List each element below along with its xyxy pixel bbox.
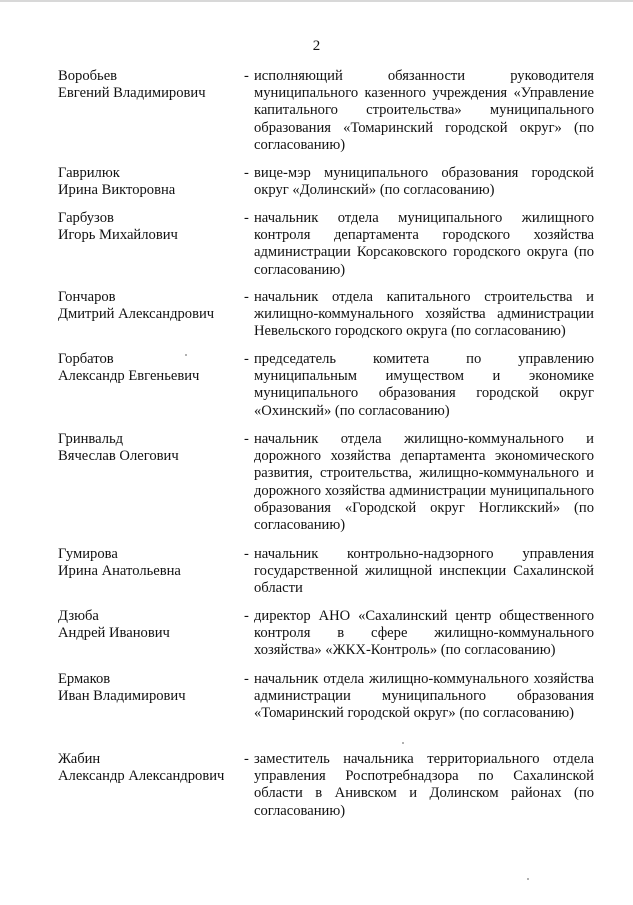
member-given-names: Дмитрий Александрович — [58, 306, 215, 323]
member-name — [58, 165, 243, 199]
member-position: исполняющий обязанности руководителя муниципального казенного учреждения «Управление капитального строительства» муниципального образования «Томаринский городской округ» (по согласованию) — [254, 68, 594, 153]
separator-dash: - — [244, 546, 249, 562]
scan-speck — [402, 742, 404, 744]
member-given-names: Игорь Михайлович — [58, 227, 178, 244]
separator-dash: - — [244, 210, 249, 226]
member-name — [58, 210, 243, 244]
member-surname: Ермаков — [58, 671, 111, 687]
separator-dash: - — [244, 289, 249, 305]
member-given-names: Вячеслав Олегович — [58, 448, 179, 465]
member-given-names: Иван Владимирович — [58, 688, 186, 705]
member-position: начальник отдела жилищно-коммунального хозяйства администрации муниципального образования «Томаринский городской округ» (по согласованию) — [254, 671, 594, 722]
separator-dash: - — [244, 68, 249, 84]
member-given-names: Евгений Владимирович — [58, 85, 206, 102]
scan-speck — [185, 354, 187, 356]
member-name — [58, 608, 243, 642]
member-position: директор АНО «Сахалинский центр общественного контроля в сфере жилищно-коммунального хозяйства» «ЖКХ-Контроль» (по согласованию) — [254, 608, 594, 659]
member-name — [58, 289, 243, 323]
separator-dash: - — [244, 431, 249, 447]
member-name — [58, 351, 243, 385]
member-name — [58, 68, 243, 102]
member-surname: Гаврилюк — [58, 165, 120, 181]
member-surname: Гончаров — [58, 289, 116, 305]
member-name — [58, 751, 243, 785]
member-surname: Дзюба — [58, 608, 99, 624]
separator-dash: - — [244, 351, 249, 367]
member-position: вице-мэр муниципального образования городской округ «Долинский» (по согласованию) — [254, 165, 594, 199]
page-number: 2 — [312, 38, 321, 54]
member-surname: Гарбузов — [58, 210, 114, 226]
separator-dash: - — [244, 671, 249, 687]
member-given-names: Александр Евгеньевич — [58, 368, 200, 385]
member-name — [58, 671, 243, 705]
member-name — [58, 546, 243, 580]
member-position: председатель комитета по управлению муниципальным имуществом и экономике муниципального образования городской округ «Охинский» (по согласованию) — [254, 351, 594, 419]
member-given-names: Андрей Иванович — [58, 625, 170, 642]
member-name — [58, 431, 243, 465]
member-surname: Жабин — [58, 751, 101, 767]
member-position: начальник отдела капитального строительства и жилищно-коммунального хозяйства администрации Невельского городского округа (по согласованию) — [254, 289, 594, 340]
member-surname: Воробьев — [58, 68, 118, 84]
member-surname: Гумирова — [58, 546, 118, 562]
member-position: заместитель начальника территориального отдела управления Роспотребнадзора по Сахалинской области в Анивском и Долинском районах (по согласованию) — [254, 751, 594, 819]
separator-dash: - — [244, 608, 249, 624]
separator-dash: - — [244, 751, 249, 767]
member-given-names: Ирина Анатольевна — [58, 563, 181, 580]
member-position: начальник отдела жилищно-коммунального и дорожного хозяйства департамента экономического развития, строительства, жилищно-коммунального и дорожного хозяйства администрации муниципального образования «Городской округ Ногликский» (по согласованию) — [254, 431, 594, 534]
scan-top-edge — [0, 0, 633, 2]
scan-speck — [527, 878, 529, 880]
member-given-names: Александр Александрович — [58, 768, 225, 785]
member-position: начальник отдела муниципального жилищного контроля департамента городского хозяйства администрации Корсаковского городского округа (по согласованию) — [254, 210, 594, 278]
member-position: начальник контрольно-надзорного управления государственной жилищной инспекции Сахалинской области — [254, 546, 594, 597]
member-surname: Гринвальд — [58, 431, 124, 447]
member-given-names: Ирина Викторовна — [58, 182, 176, 199]
member-surname: Горбатов — [58, 351, 114, 367]
separator-dash: - — [244, 165, 249, 181]
